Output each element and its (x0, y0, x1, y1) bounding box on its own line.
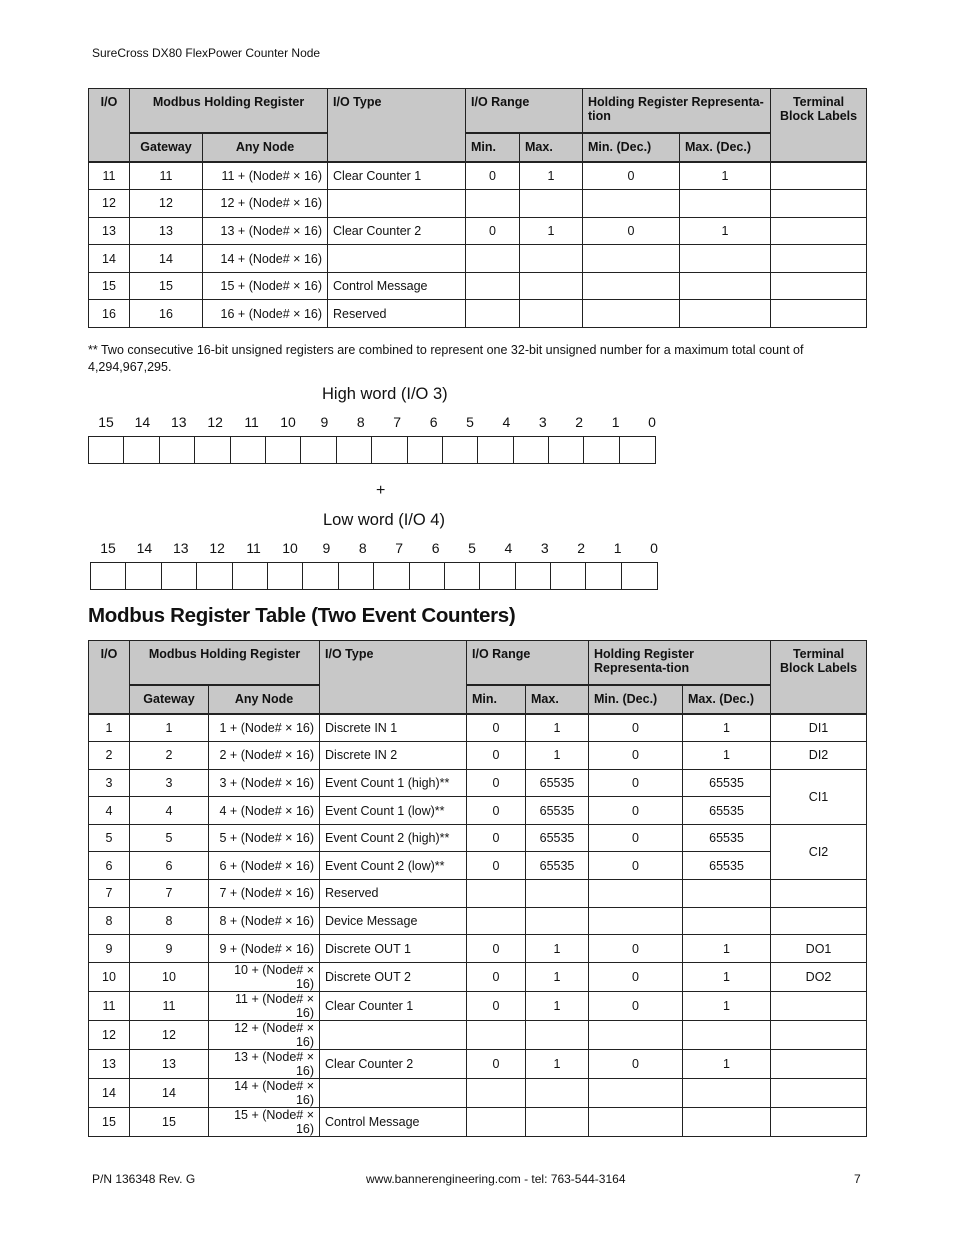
io-cell: 6 (89, 852, 130, 880)
bit-number: 11 (244, 414, 259, 430)
bit-number: 3 (540, 540, 549, 556)
any-node-cell: 11 + (Node# × 16) (203, 162, 328, 190)
terminal-cell (771, 245, 867, 273)
terminal-cell (771, 880, 867, 908)
io-type-cell: Event Count 2 (high)** (320, 824, 467, 852)
min-dec-cell: 0 (589, 824, 683, 852)
col-header-io: I/O (89, 89, 130, 162)
col-header-holding-rep: Holding Register Representa-tion (583, 89, 771, 133)
table-row (89, 245, 867, 273)
min-dec-cell (583, 245, 680, 273)
col-header-max-dec: Max. (Dec.) (680, 133, 771, 162)
gateway-cell: 8 (130, 907, 209, 935)
terminal-cell: CI2 (771, 824, 867, 879)
table-row (89, 217, 867, 245)
min-dec-cell (583, 190, 680, 218)
bit-number: 14 (134, 414, 151, 430)
terminal-cell (771, 1049, 867, 1078)
terminal-cell (771, 1078, 867, 1107)
max-cell: 1 (526, 714, 589, 742)
bit-number: 2 (577, 540, 586, 556)
min-cell (467, 907, 526, 935)
max-cell (526, 880, 589, 908)
table-row (89, 272, 867, 300)
io-type-cell: Event Count 1 (low)** (320, 797, 467, 825)
max-dec-cell (683, 1020, 771, 1049)
io-cell: 10 (89, 962, 130, 991)
table-row (89, 1020, 867, 1049)
bit-number: 13 (173, 540, 189, 556)
max-dec-cell: 65535 (683, 797, 771, 825)
min-dec-cell: 0 (589, 769, 683, 797)
max-dec-cell (680, 272, 771, 300)
table-row (89, 935, 867, 963)
bit-number: 5 (466, 414, 474, 430)
bit-number: 10 (280, 414, 296, 430)
io-type-cell: Clear Counter 2 (320, 1049, 467, 1078)
io-cell: 14 (89, 1078, 130, 1107)
min-cell: 0 (467, 991, 526, 1020)
min-cell (467, 880, 526, 908)
any-node-cell: 1 + (Node# × 16) (209, 714, 320, 742)
min-dec-cell (589, 1078, 683, 1107)
max-dec-cell (683, 1107, 771, 1136)
any-node-cell: 15 + (Node# × 16) (209, 1107, 320, 1136)
max-cell: 1 (526, 1049, 589, 1078)
max-dec-cell (680, 300, 771, 328)
min-cell (467, 1020, 526, 1049)
bit-number: 8 (356, 414, 365, 430)
col-header-io-range: I/O Range (467, 641, 589, 685)
io-type-cell: Event Count 2 (low)** (320, 852, 467, 880)
table-row (89, 962, 867, 991)
max-cell (520, 300, 583, 328)
max-dec-cell: 1 (683, 991, 771, 1020)
gateway-cell: 2 (130, 742, 209, 770)
gateway-cell: 14 (130, 245, 203, 273)
terminal-cell (771, 1020, 867, 1049)
table-row (89, 880, 867, 908)
io-cell: 15 (89, 1107, 130, 1136)
max-cell: 65535 (526, 769, 589, 797)
max-dec-cell (680, 190, 771, 218)
gateway-cell: 12 (130, 190, 203, 218)
max-cell: 1 (526, 991, 589, 1020)
min-cell (466, 190, 520, 218)
min-cell: 0 (467, 962, 526, 991)
note-text: ** Two consecutive 16-bit unsigned registers are combined to represent one 32-bit unsigned number for a maximum total count of 4,294,967,295. (88, 343, 804, 374)
any-node-cell: 7 + (Node# × 16) (209, 880, 320, 908)
max-cell (526, 1020, 589, 1049)
max-dec-cell: 1 (683, 742, 771, 770)
io-type-cell: Clear Counter 2 (328, 217, 466, 245)
max-dec-cell: 65535 (683, 769, 771, 797)
gateway-cell: 14 (130, 1078, 209, 1107)
gateway-cell: 7 (130, 880, 209, 908)
io-type-cell: Discrete IN 1 (320, 714, 467, 742)
footer-page-number: 7 (854, 1172, 861, 1186)
plus-sign: + (376, 482, 386, 499)
min-dec-cell (589, 1020, 683, 1049)
max-cell (526, 1107, 589, 1136)
io-type-cell: Reserved (320, 880, 467, 908)
io-type-cell: Control Message (320, 1107, 467, 1136)
io-cell: 8 (89, 907, 130, 935)
bit-number: 12 (209, 540, 225, 556)
bit-number: 11 (246, 540, 261, 556)
terminal-cell: DI2 (771, 742, 867, 770)
min-dec-cell (589, 907, 683, 935)
table-row (89, 1107, 867, 1136)
any-node-cell: 6 + (Node# × 16) (209, 852, 320, 880)
io-type-cell (328, 245, 466, 273)
any-node-cell: 12 + (Node# × 16) (203, 190, 328, 218)
io-cell: 7 (89, 880, 130, 908)
io-cell: 13 (89, 217, 130, 245)
io-cell: 11 (89, 162, 130, 190)
terminal-cell (771, 272, 867, 300)
min-dec-cell (583, 300, 680, 328)
bit-number: 4 (504, 540, 513, 556)
min-dec-cell: 0 (589, 962, 683, 991)
terminal-cell (771, 217, 867, 245)
gateway-cell: 10 (130, 962, 209, 991)
max-cell (520, 272, 583, 300)
terminal-cell (771, 907, 867, 935)
gateway-cell: 12 (130, 1020, 209, 1049)
max-dec-cell: 1 (683, 935, 771, 963)
io-type-cell: Control Message (328, 272, 466, 300)
min-cell: 0 (467, 935, 526, 963)
max-dec-cell: 1 (683, 714, 771, 742)
io-type-cell: Event Count 1 (high)** (320, 769, 467, 797)
max-cell: 1 (520, 217, 583, 245)
table-row (89, 162, 867, 190)
io-cell: 12 (89, 190, 130, 218)
low-word-bit-boxes (90, 562, 658, 590)
io-cell: 9 (89, 935, 130, 963)
col-header-io-type: I/O Type (320, 641, 467, 714)
min-cell (467, 1078, 526, 1107)
terminal-cell (771, 991, 867, 1020)
terminal-cell (771, 1107, 867, 1136)
bit-number: 15 (98, 414, 114, 430)
io-type-cell (320, 1020, 467, 1049)
any-node-cell: 12 + (Node# × 16) (209, 1020, 320, 1049)
col-header-io-type: I/O Type (328, 89, 466, 162)
modbus-register-table-continued (88, 88, 867, 328)
section-title: Modbus Register Table (Two Event Counters) (88, 604, 516, 627)
col-header-min: Min. (466, 133, 520, 162)
bit-number: 4 (502, 414, 511, 430)
col-header-io: I/O (89, 641, 130, 714)
io-cell: 1 (89, 714, 130, 742)
any-node-cell: 15 + (Node# × 16) (203, 272, 328, 300)
terminal-cell: CI1 (771, 769, 867, 824)
max-cell: 1 (526, 742, 589, 770)
any-node-cell: 8 + (Node# × 16) (209, 907, 320, 935)
min-dec-cell: 0 (589, 991, 683, 1020)
gateway-cell: 13 (130, 1049, 209, 1078)
max-cell (526, 907, 589, 935)
io-cell: 12 (89, 1020, 130, 1049)
bit-number: 8 (358, 540, 367, 556)
table-row (89, 714, 867, 742)
max-cell (526, 1078, 589, 1107)
col-header-terminal: Terminal Block Labels (771, 89, 867, 162)
table-row (89, 769, 867, 797)
gateway-cell: 13 (130, 217, 203, 245)
min-cell: 0 (466, 162, 520, 190)
gateway-cell: 5 (130, 824, 209, 852)
min-cell (466, 300, 520, 328)
any-node-cell: 3 + (Node# × 16) (209, 769, 320, 797)
table2-body (89, 714, 867, 1137)
bit-number: 7 (393, 414, 402, 430)
col-header-min: Min. (467, 685, 526, 714)
bit-number: 9 (322, 540, 331, 556)
any-node-cell: 11 + (Node# × 16) (209, 991, 320, 1020)
io-type-cell: Discrete OUT 1 (320, 935, 467, 963)
col-header-modbus: Modbus Holding Register (130, 641, 320, 685)
terminal-cell (771, 162, 867, 190)
min-cell: 0 (467, 797, 526, 825)
col-header-gateway: Gateway (130, 133, 203, 162)
table-row (89, 824, 867, 852)
max-dec-cell: 1 (680, 162, 771, 190)
col-header-any-node: Any Node (203, 133, 328, 162)
io-type-cell (320, 1078, 467, 1107)
io-type-cell: Reserved (328, 300, 466, 328)
io-cell: 3 (89, 769, 130, 797)
bit-number: 1 (611, 414, 620, 430)
col-header-modbus: Modbus Holding Register (130, 89, 328, 133)
min-cell: 0 (467, 742, 526, 770)
io-type-cell: Clear Counter 1 (320, 991, 467, 1020)
col-header-io-range: I/O Range (466, 89, 583, 133)
min-dec-cell: 0 (589, 797, 683, 825)
any-node-cell: 14 + (Node# × 16) (203, 245, 328, 273)
max-dec-cell (683, 880, 771, 908)
col-header-min-dec: Min. (Dec.) (589, 685, 683, 714)
gateway-cell: 15 (130, 272, 203, 300)
max-cell: 65535 (526, 852, 589, 880)
max-cell: 1 (520, 162, 583, 190)
gateway-cell: 11 (130, 991, 209, 1020)
io-cell: 4 (89, 797, 130, 825)
running-header: SureCross DX80 FlexPower Counter Node (92, 46, 321, 60)
any-node-cell: 10 + (Node# × 16) (209, 962, 320, 991)
max-dec-cell (680, 245, 771, 273)
low-word-bit-numbers (90, 540, 674, 558)
any-node-cell: 14 + (Node# × 16) (209, 1078, 320, 1107)
footer-website-phone: www.bannerengineering.com - tel: 763-544-3164 (366, 1172, 626, 1186)
io-cell: 15 (89, 272, 130, 300)
min-dec-cell: 0 (589, 1049, 683, 1078)
min-cell: 0 (467, 1049, 526, 1078)
terminal-cell: DI1 (771, 714, 867, 742)
high-word-label: High word (I/O 3) (322, 385, 448, 403)
min-dec-cell (583, 272, 680, 300)
table-row (89, 190, 867, 218)
gateway-cell: 11 (130, 162, 203, 190)
terminal-cell: DO1 (771, 935, 867, 963)
min-dec-cell: 0 (589, 742, 683, 770)
table-row (89, 797, 867, 825)
min-cell (466, 245, 520, 273)
max-cell: 65535 (526, 824, 589, 852)
min-dec-cell (589, 880, 683, 908)
gateway-cell: 16 (130, 300, 203, 328)
any-node-cell: 16 + (Node# × 16) (203, 300, 328, 328)
min-cell: 0 (466, 217, 520, 245)
col-header-max-dec: Max. (Dec.) (683, 685, 771, 714)
bit-number: 15 (100, 540, 116, 556)
max-cell: 1 (526, 962, 589, 991)
min-cell (467, 1107, 526, 1136)
bit-number: 14 (136, 540, 153, 556)
any-node-cell: 13 + (Node# × 16) (209, 1049, 320, 1078)
any-node-cell: 5 + (Node# × 16) (209, 824, 320, 852)
table1-body (89, 162, 867, 328)
io-cell: 14 (89, 245, 130, 273)
col-header-terminal: Terminal Block Labels (771, 641, 867, 714)
any-node-cell: 4 + (Node# × 16) (209, 797, 320, 825)
col-header-min-dec: Min. (Dec.) (583, 133, 680, 162)
table-row (89, 300, 867, 328)
min-cell: 0 (467, 824, 526, 852)
footer-part-number: P/N 136348 Rev. G (92, 1172, 196, 1186)
min-dec-cell: 0 (589, 714, 683, 742)
bit-number: 2 (575, 414, 584, 430)
max-cell (520, 245, 583, 273)
io-type-cell: Device Message (320, 907, 467, 935)
min-cell: 0 (467, 852, 526, 880)
io-type-cell: Clear Counter 1 (328, 162, 466, 190)
table-row (89, 852, 867, 880)
max-dec-cell (683, 1078, 771, 1107)
col-header-max: Max. (526, 685, 589, 714)
gateway-cell: 9 (130, 935, 209, 963)
table-row (89, 907, 867, 935)
bit-number: 10 (282, 540, 298, 556)
bit-number: 1 (613, 540, 622, 556)
any-node-cell: 13 + (Node# × 16) (203, 217, 328, 245)
table-row (89, 1049, 867, 1078)
gateway-cell: 6 (130, 852, 209, 880)
bit-number: 5 (468, 540, 476, 556)
io-cell: 11 (89, 991, 130, 1020)
min-cell (466, 272, 520, 300)
min-dec-cell: 0 (583, 162, 680, 190)
col-header-any-node: Any Node (209, 685, 320, 714)
io-cell: 13 (89, 1049, 130, 1078)
bit-number: 3 (538, 414, 547, 430)
table-row (89, 742, 867, 770)
io-type-cell: Discrete IN 2 (320, 742, 467, 770)
io-type-cell: Discrete OUT 2 (320, 962, 467, 991)
high-word-bit-numbers (88, 414, 672, 432)
col-header-gateway: Gateway (130, 685, 209, 714)
min-cell: 0 (467, 769, 526, 797)
low-word-label: Low word (I/O 4) (323, 511, 445, 529)
any-node-cell: 2 + (Node# × 16) (209, 742, 320, 770)
gateway-cell: 3 (130, 769, 209, 797)
bit-number: 13 (171, 414, 187, 430)
io-type-cell (328, 190, 466, 218)
min-dec-cell: 0 (589, 935, 683, 963)
any-node-cell: 9 + (Node# × 16) (209, 935, 320, 963)
gateway-cell: 15 (130, 1107, 209, 1136)
col-header-holding-rep: Holding Register Representa-tion (589, 641, 771, 685)
bit-number: 12 (207, 414, 223, 430)
table-row (89, 1078, 867, 1107)
min-dec-cell: 0 (589, 852, 683, 880)
io-cell: 16 (89, 300, 130, 328)
gateway-cell: 1 (130, 714, 209, 742)
bit-number: 0 (648, 414, 656, 430)
gateway-cell: 4 (130, 797, 209, 825)
modbus-register-table-two-event-counters (88, 640, 867, 1137)
min-cell: 0 (467, 714, 526, 742)
max-cell: 65535 (526, 797, 589, 825)
col-header-max: Max. (520, 133, 583, 162)
max-dec-cell: 65535 (683, 824, 771, 852)
bit-number: 9 (320, 414, 329, 430)
table-row (89, 991, 867, 1020)
min-dec-cell: 0 (583, 217, 680, 245)
bit-number: 7 (395, 540, 404, 556)
max-dec-cell: 1 (680, 217, 771, 245)
terminal-cell (771, 300, 867, 328)
max-dec-cell (683, 907, 771, 935)
max-cell (520, 190, 583, 218)
max-dec-cell: 65535 (683, 852, 771, 880)
max-dec-cell: 1 (683, 962, 771, 991)
max-cell: 1 (526, 935, 589, 963)
io-cell: 5 (89, 824, 130, 852)
bit-number: 6 (431, 540, 440, 556)
terminal-cell (771, 190, 867, 218)
max-dec-cell: 1 (683, 1049, 771, 1078)
high-word-bit-boxes (88, 436, 656, 464)
min-dec-cell (589, 1107, 683, 1136)
bit-number: 6 (429, 414, 438, 430)
terminal-cell: DO2 (771, 962, 867, 991)
bit-number: 0 (650, 540, 658, 556)
io-cell: 2 (89, 742, 130, 770)
